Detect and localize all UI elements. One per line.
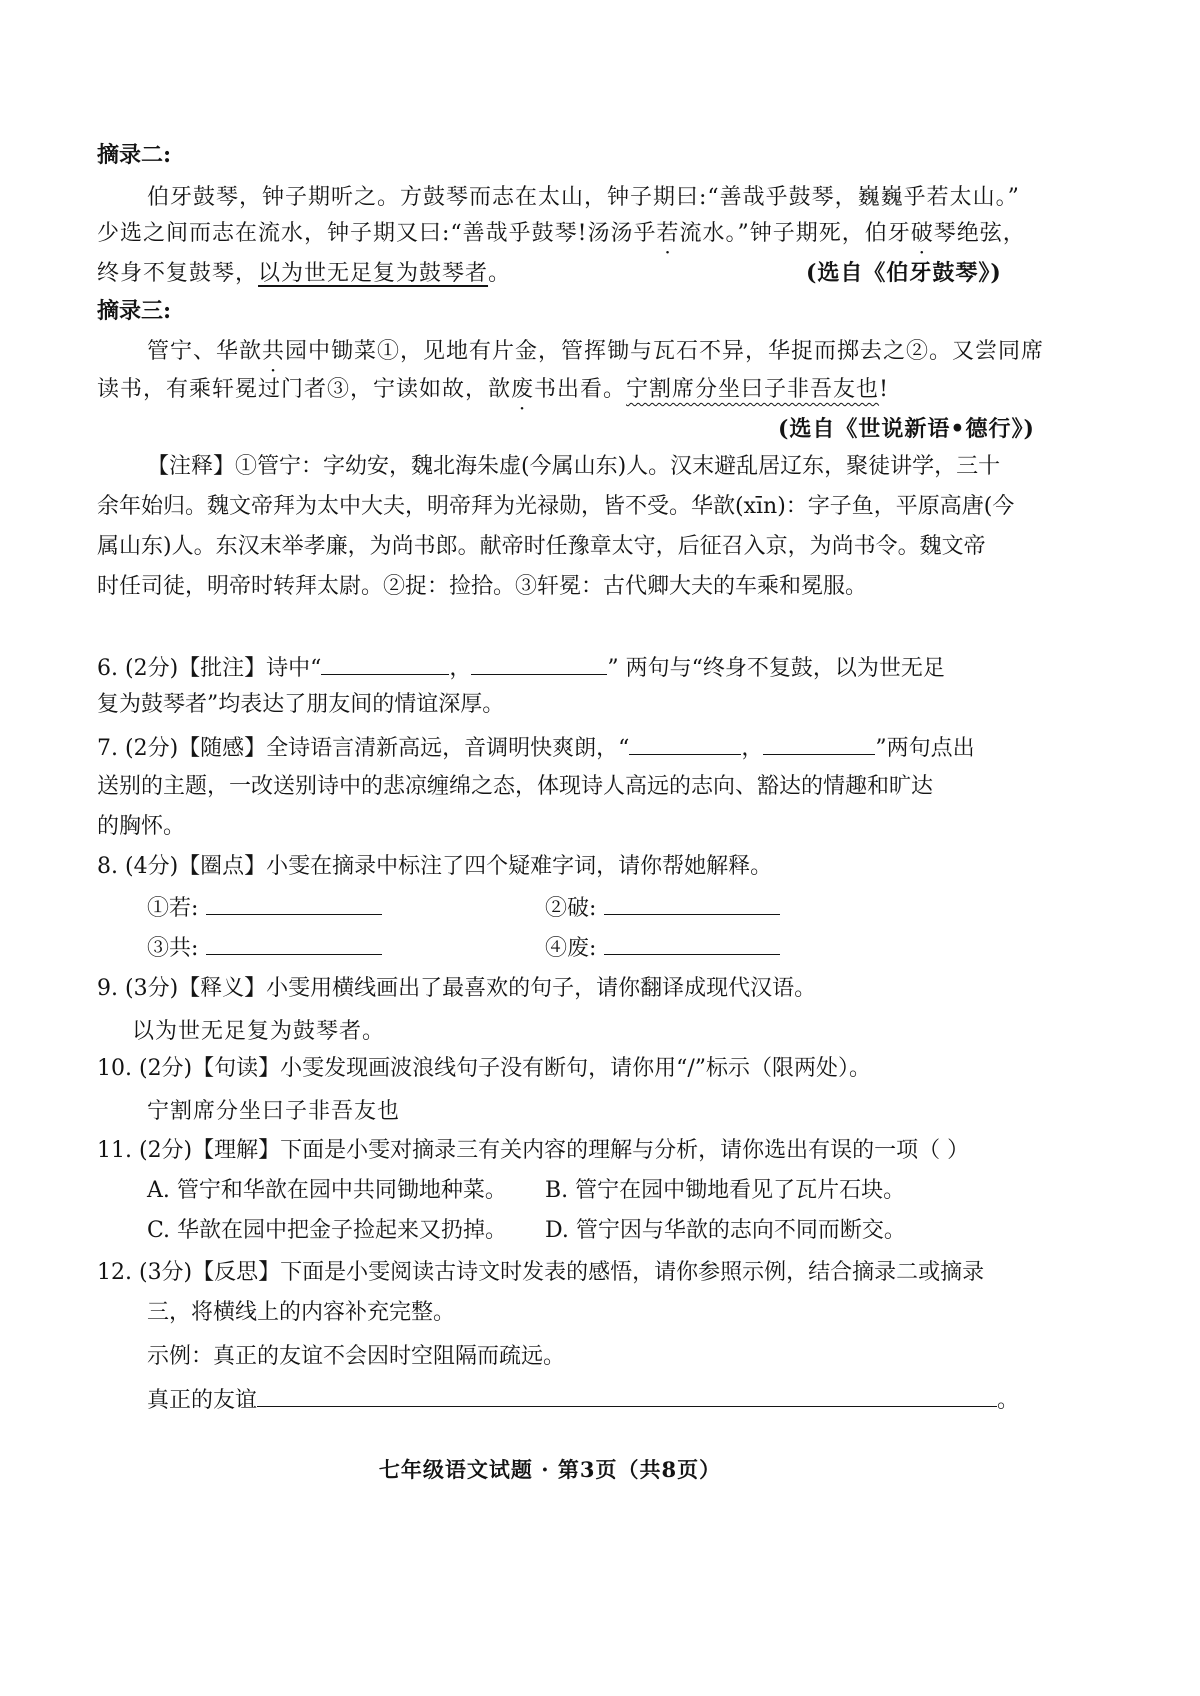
question-8-d bbox=[545, 932, 780, 964]
answer-blank[interactable] bbox=[471, 652, 607, 675]
answer-blank[interactable] bbox=[206, 892, 382, 915]
question-10-sentence: 宁割席分坐曰子非吾友也 bbox=[147, 1099, 401, 1124]
question-8-a bbox=[147, 892, 382, 924]
excerpt2-line1: 伯牙鼓琴，钟子期听之。方鼓琴而志在太山，钟子期曰:“善哉乎鼓琴，巍巍乎若太山。” bbox=[147, 185, 1020, 210]
excerpt3-source: (选自《世说新语•德行》) bbox=[778, 416, 1035, 442]
text-span: ， bbox=[741, 736, 764, 761]
question-9-sentence: 以为世无足复为鼓琴者。 bbox=[132, 1019, 386, 1044]
text-span: 真正的友谊 bbox=[147, 1388, 258, 1413]
text-span: 琴绝弦， bbox=[933, 221, 1026, 246]
question-8-c bbox=[147, 932, 382, 964]
answer-blank[interactable] bbox=[629, 732, 741, 755]
text-span: 。 bbox=[997, 1388, 1020, 1413]
answer-blank[interactable] bbox=[206, 932, 382, 955]
answer-blank[interactable] bbox=[604, 892, 780, 915]
text-span: ④废: bbox=[545, 936, 597, 961]
text-span: 少选之间而志在流水，钟子期又曰:“善哉乎鼓琴!汤汤乎 bbox=[97, 221, 657, 246]
question-9: 9. (3分)【释义】小雯用横线画出了最喜欢的句子，请你翻译成现代汉语。 bbox=[97, 976, 817, 1001]
text-span: ②破: bbox=[545, 896, 597, 921]
excerpt3-line2 bbox=[97, 372, 889, 403]
question-11: 11. (2分)【理解】下面是小雯对摘录三有关内容的理解与分析，请你选出有误的一项（ ） bbox=[97, 1138, 970, 1163]
notes-line3: 属山东)人。东汉末举孝廉，为尚书郎。献帝时任豫章太守，后征召入京，为尚书令。魏文帝 bbox=[97, 534, 986, 559]
option-a[interactable]: A. 管宁和华歆在园中共同锄地种菜。 bbox=[147, 1178, 507, 1203]
text-span: ①若: bbox=[147, 896, 199, 921]
notes-line4: 时任司徒，明帝时转拜太尉。②捉：捡拾。③轩冕：古代卿大夫的车乘和冕服。 bbox=[97, 574, 868, 599]
marked-word-fei: 废 bbox=[511, 377, 535, 402]
excerpt2-line3 bbox=[97, 256, 511, 287]
question-8-b bbox=[545, 892, 780, 924]
text-span: ” 两句与“终身不复鼓，以为世无足 bbox=[607, 656, 945, 681]
underlined-sentence: 以为世无足复为鼓琴者 bbox=[258, 261, 489, 286]
question-7 bbox=[97, 732, 975, 764]
question-12: 12. (3分)【反思】下面是小雯阅读古诗文时发表的感悟，请你参照示例，结合摘录二或摘录 bbox=[97, 1260, 985, 1285]
option-d[interactable]: D. 管宁因与华歆的志向不同而断交。 bbox=[545, 1218, 906, 1243]
text-span: ③共: bbox=[147, 936, 199, 961]
question-6 bbox=[97, 652, 945, 684]
answer-blank[interactable] bbox=[763, 732, 875, 755]
excerpt3-heading: 摘录三: bbox=[97, 298, 172, 324]
question-12-line2: 三，将横线上的内容补充完整。 bbox=[147, 1300, 456, 1325]
question-7-line3: 的胸怀。 bbox=[97, 814, 186, 839]
answer-blank[interactable] bbox=[321, 652, 449, 675]
text-span: ! bbox=[879, 377, 889, 402]
text-span: 园中锄菜①，见地有片金，管挥锄与瓦石不异，华捉而掷去之②。又尝同席 bbox=[285, 339, 1045, 364]
question-6-line2: 复为鼓琴者”均表达了朋友间的情谊深厚。 bbox=[97, 692, 505, 717]
option-b[interactable]: B. 管宁在园中锄地看见了瓦片石块。 bbox=[545, 1178, 906, 1203]
text-span: 管宁、华歆 bbox=[147, 339, 263, 364]
text-span: 。 bbox=[488, 261, 512, 286]
notes-line2: 余年始归。魏文帝拜为太中大夫，明帝拜为光禄勋，皆不受。华歆(xīn)：字子鱼，平原高唐(今 bbox=[97, 494, 1015, 519]
question-12-example: 示例：真正的友谊不会因时空阻隔而疏远。 bbox=[147, 1344, 566, 1369]
text-span: ， bbox=[449, 656, 472, 681]
option-c[interactable]: C. 华歆在园中把金子捡起来又扔掉。 bbox=[147, 1218, 508, 1243]
question-10: 10. (2分)【句读】小雯发现画波浪线句子没有断句，请你用“/”标示（限两处）。 bbox=[97, 1056, 872, 1081]
text-span: 终身不复鼓琴， bbox=[97, 261, 259, 286]
text-span: 7. (2分)【随感】全诗语言清新高远，音调明快爽朗，“ bbox=[97, 736, 630, 761]
excerpt2-heading: 摘录二: bbox=[97, 142, 172, 168]
text-span: 流水。”钟子期死，伯牙 bbox=[679, 221, 911, 246]
marked-word-po: 破 bbox=[910, 221, 934, 246]
question-7-line2: 送别的主题，一改送别诗中的悲凉缠绵之态，体现诗人高远的志向、豁达的情趣和旷达 bbox=[97, 774, 934, 799]
question-12-answer bbox=[147, 1384, 1019, 1416]
notes-line1: 【注释】①管宁：字幼安，魏北海朱虚(今属山东)人。汉末避乱居辽东，聚徒讲学，三十 bbox=[147, 454, 1001, 479]
marked-word-ruo: 若 bbox=[656, 221, 680, 246]
text-span: 书出看。 bbox=[534, 377, 627, 402]
text-span: ”两句点出 bbox=[875, 736, 975, 761]
answer-blank[interactable] bbox=[604, 932, 780, 955]
text-span: 6. (2分)【批注】诗中“ bbox=[97, 656, 322, 681]
page-footer: 七年级语文试题 · 第3页（共8页） bbox=[378, 1457, 722, 1482]
text-span: 读书，有乘轩冕过门者③，宁读如故，歆 bbox=[97, 377, 512, 402]
excerpt2-source: (选自《伯牙鼓琴》) bbox=[806, 260, 1002, 286]
excerpt2-line2 bbox=[97, 216, 1026, 247]
excerpt3-line1 bbox=[147, 334, 1044, 365]
answer-blank[interactable] bbox=[257, 1384, 997, 1407]
marked-word-gong: 共 bbox=[262, 339, 286, 364]
wavy-underlined-sentence: 宁割席分坐曰子非吾友也 bbox=[626, 377, 880, 402]
question-8: 8. (4分)【圈点】小雯在摘录中标注了四个疑难字词，请你帮她解释。 bbox=[97, 854, 773, 879]
